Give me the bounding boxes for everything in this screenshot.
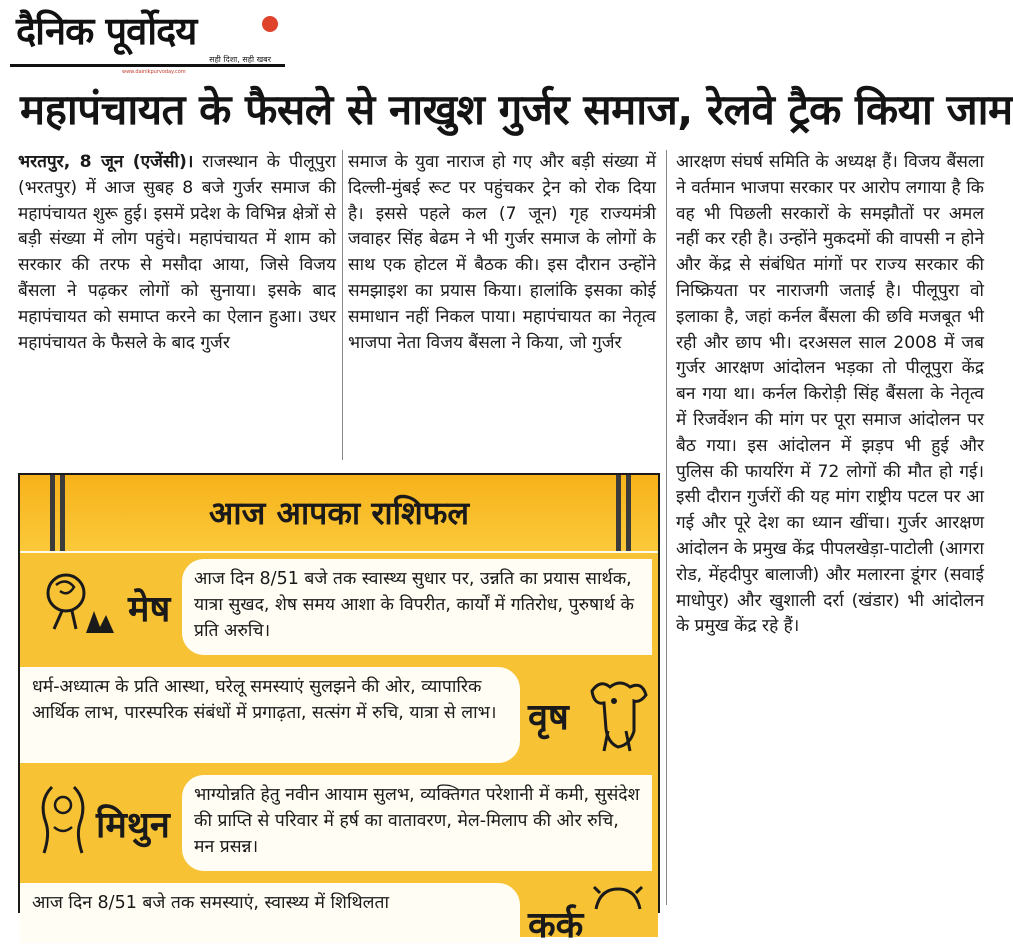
sign-name-vrish: वृष	[528, 697, 569, 738]
horoscope-text-mithun: भाग्योन्नति हेतु नवीन आयाम सुलभ, व्यक्तिगत परेशानी में कमी, सुसंदेश की प्राप्ति से परिवार में हर्ष का वातावरण, मेल-मिलाप की ओर रुचि, मन प्रसन्न।	[194, 785, 640, 857]
bull-icon	[586, 671, 652, 759]
newspaper-website: www.dainikpurvoday.com	[122, 69, 186, 75]
ram-icon	[34, 563, 124, 647]
article-text-col3: आरक्षण संघर्ष समिति के अध्यक्ष हैं। विजय बैंसला ने वर्तमान भाजपा सरकार पर आरोप लगाया है कि वह भी पिछली सरकारों के समझौतों पर अमल नहीं कर रही है। उन्होंने मुकदमों की वापसी न होने और केंद्र से संबंधित मांगों पर राज्य सरकार की निष्क्रियता पर नाराजगी जताई है। पीलूपुरा वो इलाका है, जहां कर्नल बैंसला की छवि मजबूत भी रही और छाप भी। दरअसल साल 2008 में जब गुर्जर आरक्षण आंदोलन भड़का तो पीलूपुरा केंद्र बन गया था। कर्नल किरोड़ी सिंह बैंसला के नेतृत्व में रिजर्वेशन की मांग पर पूरा समाज आंदोलन पर बैठ गया। इस आंदोलन में झड़प भी हुई और पुलिस की फायरिंग में 72 लोगों की मौत हो गई। इसी दौरान गुर्जरों की यह मांग राष्ट्रीय पटल पर आ गई और पूरे देश का ध्यान खींचा। गुर्जर आरक्षण आंदोलन के प्रमुख केंद्र पीपलखेड़ा-पाटोली (आगरा रोड, मेंहदीपुर बालाजी) और मलारना डूंगर (सवाई माधोपुर) और खुशाली दर्रा (खंडार) भी आंदोलन के प्रमुख केंद्र रहे हैं।	[676, 152, 984, 637]
horoscope-text-vrish: धर्म-अध्यात्म के प्रति आस्था, घरेलू समस्याएं सुलझने की ओर, व्यापारिक आर्थिक लाभ, पारस्परिक संबंधों में प्रगाढ़ता, सत्संग में रुचि, यात्रा से लाभ।	[32, 677, 497, 723]
article-column-2	[348, 150, 656, 470]
article-column-3	[676, 150, 984, 910]
sign-name-mesh: मेष	[128, 589, 171, 630]
horoscope-box	[18, 473, 660, 946]
horoscope-row-mesh	[20, 553, 658, 661]
newspaper-title: दैनिक पूर्वोदय	[16, 9, 197, 53]
horoscope-text-kark: आज दिन 8/51 बजे तक समस्याएं, स्वास्थ्य में शिथिलता	[32, 893, 390, 913]
article-headline: महापंचायत के फैसले से नाखुश गुर्जर समाज, रेलवे ट्रैक किया जाम	[20, 85, 1013, 134]
horoscope-title: आज आपका राशिफल	[208, 494, 470, 532]
horoscope-header	[20, 475, 658, 551]
newspaper-tagline: सही दिशा, सही खबर	[209, 55, 271, 64]
horoscope-text-box	[20, 667, 520, 763]
masthead-rule	[10, 64, 285, 67]
column-divider	[342, 150, 343, 460]
article-text-col2: समाज के युवा नाराज हो गए और बड़ी संख्या में दिल्ली-मुंबई रूट पर पहुंचकर ट्रेन को रोक दिया है। इससे पहले कल (7 जून) गृह राज्यमंत्री जवाहर सिंह बेढम ने भी गुर्जर समाज के लोगों के साथ एक होटल में बैठक की। इस दौरान उन्होंने समझाइश का प्रयास किया। हालांकि इसका कोई समाधान नहीं निकल पाया। महापंचायत का नेतृत्व भाजपा नेता विजय बैंसला ने किया, जो गुर्जर	[348, 152, 656, 353]
horoscope-row-mithun	[20, 769, 658, 877]
horoscope-text-mesh: आज दिन 8/51 बजे तक स्वास्थ्य सुधार पर, उन्नति का प्रयास सार्थक, यात्रा सुखद, शेष समय आशा के विपरीत, कार्यों में गतिरोध, पुरुषार्थ के प्रति अरुचि।	[194, 569, 634, 641]
crab-icon	[590, 883, 646, 917]
article-text-col1: राजस्थान के पीलूपुरा (भरतपुर) में आज सुबह 8 बजे गुर्जर समाज की महापंचायत शुरू हुई। इसमें प्रदेश के विभिन्न क्षेत्रों से बड़ी संख्या में लोग पहुंचे। महापंचायत में शाम को सरकार की तरफ से मसौदा आया, जिसे विजय बैंसला ने पढ़कर लोगों को सुनाया। इसके बाद महापंचायत को समाप्त करने का ऐलान हुआ। उधर महापंचायत के फैसले के बाद गुर्जर	[18, 152, 336, 353]
article-column-1	[18, 150, 336, 470]
article-dateline: भरतपुर, 8 जून (एजेंसी)।	[18, 152, 194, 172]
masthead	[10, 6, 285, 75]
horoscope-text-box	[182, 775, 652, 871]
sign-name-mithun: मिथुन	[96, 805, 170, 846]
horoscope-text-box	[20, 883, 520, 943]
twins-icon	[34, 781, 94, 865]
horoscope-row-kark	[20, 877, 658, 946]
masthead-dot-icon	[262, 16, 278, 32]
horoscope-row-vrish	[20, 661, 658, 769]
column-divider	[666, 150, 667, 905]
horoscope-text-box	[182, 559, 652, 655]
sign-name-kark: कर्क	[528, 905, 584, 946]
